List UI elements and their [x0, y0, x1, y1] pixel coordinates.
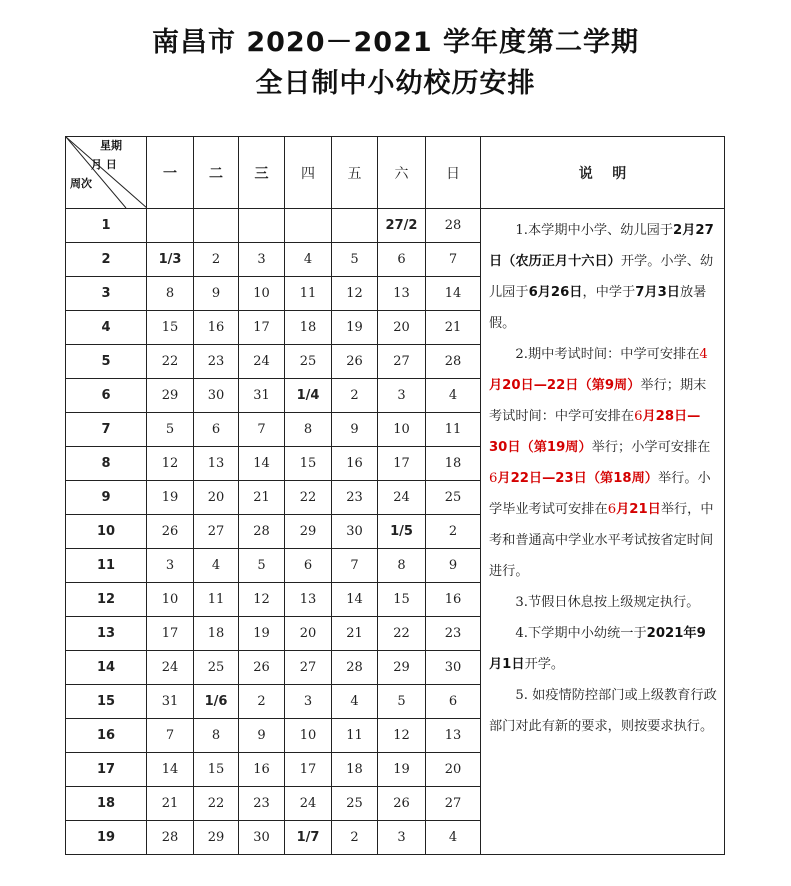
day-header-sat: 六	[378, 137, 426, 209]
day-header-sun: 日	[426, 137, 481, 209]
day-cell: 27	[194, 515, 239, 549]
notes-cell	[481, 209, 725, 855]
day-cell: 18	[194, 617, 239, 651]
day-header-fri: 五	[332, 137, 378, 209]
day-cell: 14	[426, 277, 481, 311]
day-cell: 20	[426, 753, 481, 787]
day-cell: 16	[332, 447, 378, 481]
day-cell: 8	[378, 549, 426, 583]
day-cell: 4	[426, 379, 481, 413]
day-cell: 31	[147, 685, 194, 719]
day-cell: 14	[147, 753, 194, 787]
day-cell: 5	[378, 685, 426, 719]
note-5: 5. 如疫情防控部门或上级教育行政部门对此有新的要求，则按要求执行。	[489, 688, 717, 734]
day-cell: 23	[194, 345, 239, 379]
day-cell: 31	[239, 379, 285, 413]
corner-label-weekday: 星期	[100, 139, 122, 152]
day-cell: 23	[426, 617, 481, 651]
day-cell: 26	[239, 651, 285, 685]
day-cell: 12	[147, 447, 194, 481]
page-subtitle: 全日制中小幼校历安排	[255, 68, 536, 99]
day-cell: 24	[239, 345, 285, 379]
week-number-cell: 5	[66, 345, 147, 379]
day-cell: 24	[147, 651, 194, 685]
day-cell: 7	[426, 243, 481, 277]
week-number-cell: 18	[66, 787, 147, 821]
day-cell: 3	[378, 821, 426, 855]
day-cell	[147, 209, 194, 243]
day-cell: 22	[378, 617, 426, 651]
day-cell: 3	[239, 243, 285, 277]
day-cell	[194, 209, 239, 243]
day-cell: 1/5	[378, 515, 426, 549]
day-cell: 19	[332, 311, 378, 345]
day-cell: 17	[285, 753, 332, 787]
corner-header-cell	[66, 137, 147, 209]
day-cell: 13	[285, 583, 332, 617]
day-cell: 16	[426, 583, 481, 617]
day-cell: 23	[332, 481, 378, 515]
day-cell: 19	[239, 617, 285, 651]
day-cell: 10	[285, 719, 332, 753]
note-2: 2.期中考试时间：中学可安排在4月20日—22日（第9周）举行；期末考试时间：中学可安排在6月28日—30日（第19周）举行；小学可安排在6月22日—23日（第18周）举行。小学毕业考试可安排在6月21日举行，中考和普通高中学业水平考试按省定时间进行。	[489, 347, 714, 579]
week-number-cell: 9	[66, 481, 147, 515]
day-cell: 2	[194, 243, 239, 277]
day-cell: 27	[285, 651, 332, 685]
day-cell: 28	[147, 821, 194, 855]
day-cell: 25	[426, 481, 481, 515]
day-cell: 3	[147, 549, 194, 583]
day-cell: 4	[332, 685, 378, 719]
week-number-cell: 3	[66, 277, 147, 311]
day-cell: 22	[194, 787, 239, 821]
day-cell: 24	[378, 481, 426, 515]
day-cell: 12	[332, 277, 378, 311]
day-cell: 29	[147, 379, 194, 413]
day-cell: 6	[378, 243, 426, 277]
week-number-cell: 8	[66, 447, 147, 481]
day-cell: 12	[378, 719, 426, 753]
note-3: 3.节假日休息按上级规定执行。	[515, 595, 700, 610]
day-cell: 24	[285, 787, 332, 821]
day-cell: 10	[239, 277, 285, 311]
day-cell: 25	[194, 651, 239, 685]
day-cell: 10	[147, 583, 194, 617]
day-cell: 2	[426, 515, 481, 549]
day-cell	[239, 209, 285, 243]
day-cell: 27/2	[378, 209, 426, 243]
day-cell: 15	[147, 311, 194, 345]
day-cell: 18	[426, 447, 481, 481]
calendar-body	[66, 209, 725, 855]
day-cell: 16	[239, 753, 285, 787]
week-number-cell: 16	[66, 719, 147, 753]
week-number-cell: 19	[66, 821, 147, 855]
day-cell: 1/6	[194, 685, 239, 719]
day-cell: 25	[285, 345, 332, 379]
corner-label-week-no: 周次	[70, 177, 92, 190]
week-number-cell: 12	[66, 583, 147, 617]
day-cell: 2	[332, 379, 378, 413]
day-cell: 18	[332, 753, 378, 787]
day-cell: 8	[285, 413, 332, 447]
week-number-cell: 17	[66, 753, 147, 787]
day-cell: 30	[332, 515, 378, 549]
day-cell: 21	[239, 481, 285, 515]
corner-label-month-day: 月 日	[91, 158, 117, 171]
week-number-cell: 14	[66, 651, 147, 685]
day-cell: 3	[378, 379, 426, 413]
day-cell: 28	[426, 209, 481, 243]
week-row	[66, 209, 725, 243]
day-cell: 1/7	[285, 821, 332, 855]
day-cell: 26	[378, 787, 426, 821]
day-cell: 14	[239, 447, 285, 481]
week-number-cell: 1	[66, 209, 147, 243]
day-cell: 3	[285, 685, 332, 719]
week-number-cell: 7	[66, 413, 147, 447]
week-number-cell: 10	[66, 515, 147, 549]
day-cell: 21	[332, 617, 378, 651]
day-cell: 6	[194, 413, 239, 447]
day-cell: 13	[426, 719, 481, 753]
day-cell: 20	[378, 311, 426, 345]
day-cell: 13	[378, 277, 426, 311]
day-header-mon: 一	[147, 137, 194, 209]
day-cell: 23	[239, 787, 285, 821]
day-cell: 14	[332, 583, 378, 617]
day-cell: 9	[426, 549, 481, 583]
day-cell: 8	[194, 719, 239, 753]
day-cell: 20	[194, 481, 239, 515]
day-cell: 28	[426, 345, 481, 379]
day-cell: 30	[426, 651, 481, 685]
day-cell: 5	[332, 243, 378, 277]
day-cell: 15	[285, 447, 332, 481]
day-cell: 1/4	[285, 379, 332, 413]
day-cell: 15	[194, 753, 239, 787]
day-cell: 15	[378, 583, 426, 617]
day-cell: 11	[426, 413, 481, 447]
day-cell: 21	[147, 787, 194, 821]
day-cell: 19	[147, 481, 194, 515]
day-cell: 26	[147, 515, 194, 549]
note-1: 1.本学期中小学、幼儿园于2月27日（农历正月十六日）开学。小学、幼儿园于6月26日，中学于7月3日放暑假。	[489, 223, 714, 331]
day-header-wed: 三	[239, 137, 285, 209]
day-cell: 27	[378, 345, 426, 379]
day-cell: 30	[239, 821, 285, 855]
day-cell: 18	[285, 311, 332, 345]
notes-header: 说 明	[481, 137, 725, 209]
school-calendar-table	[65, 136, 725, 855]
day-cell: 25	[332, 787, 378, 821]
day-cell: 29	[285, 515, 332, 549]
day-cell: 16	[194, 311, 239, 345]
week-number-cell: 11	[66, 549, 147, 583]
day-cell: 7	[239, 413, 285, 447]
week-number-cell: 6	[66, 379, 147, 413]
day-cell	[285, 209, 332, 243]
day-cell: 8	[147, 277, 194, 311]
day-cell: 27	[426, 787, 481, 821]
day-cell: 2	[332, 821, 378, 855]
day-cell: 6	[426, 685, 481, 719]
day-cell: 7	[147, 719, 194, 753]
day-cell	[332, 209, 378, 243]
day-cell: 17	[147, 617, 194, 651]
page-title: 南昌市 2020－2021 学年度第二学期	[151, 27, 640, 58]
day-cell: 21	[426, 311, 481, 345]
note-4: 4.下学期中小幼统一于2021年9月1日开学。	[489, 626, 706, 672]
week-number-cell: 4	[66, 311, 147, 345]
day-cell: 13	[194, 447, 239, 481]
day-header-thu: 四	[285, 137, 332, 209]
day-cell: 6	[285, 549, 332, 583]
day-header-tue: 二	[194, 137, 239, 209]
day-cell: 9	[332, 413, 378, 447]
day-cell: 7	[332, 549, 378, 583]
day-cell: 10	[378, 413, 426, 447]
day-cell: 17	[239, 311, 285, 345]
day-cell: 1/3	[147, 243, 194, 277]
day-cell: 2	[239, 685, 285, 719]
day-cell: 5	[239, 549, 285, 583]
day-cell: 22	[285, 481, 332, 515]
day-cell: 5	[147, 413, 194, 447]
day-cell: 22	[147, 345, 194, 379]
day-cell: 17	[378, 447, 426, 481]
week-number-cell: 13	[66, 617, 147, 651]
day-cell: 4	[194, 549, 239, 583]
day-cell: 4	[426, 821, 481, 855]
week-number-cell: 15	[66, 685, 147, 719]
day-cell: 26	[332, 345, 378, 379]
day-cell: 11	[194, 583, 239, 617]
day-cell: 9	[239, 719, 285, 753]
day-cell: 29	[194, 821, 239, 855]
day-cell: 30	[194, 379, 239, 413]
day-cell: 20	[285, 617, 332, 651]
day-cell: 28	[239, 515, 285, 549]
day-cell: 28	[332, 651, 378, 685]
week-number-cell: 2	[66, 243, 147, 277]
day-cell: 29	[378, 651, 426, 685]
day-cell: 12	[239, 583, 285, 617]
day-cell: 4	[285, 243, 332, 277]
header-row	[66, 137, 725, 209]
day-cell: 9	[194, 277, 239, 311]
day-cell: 11	[332, 719, 378, 753]
day-cell: 11	[285, 277, 332, 311]
day-cell: 19	[378, 753, 426, 787]
